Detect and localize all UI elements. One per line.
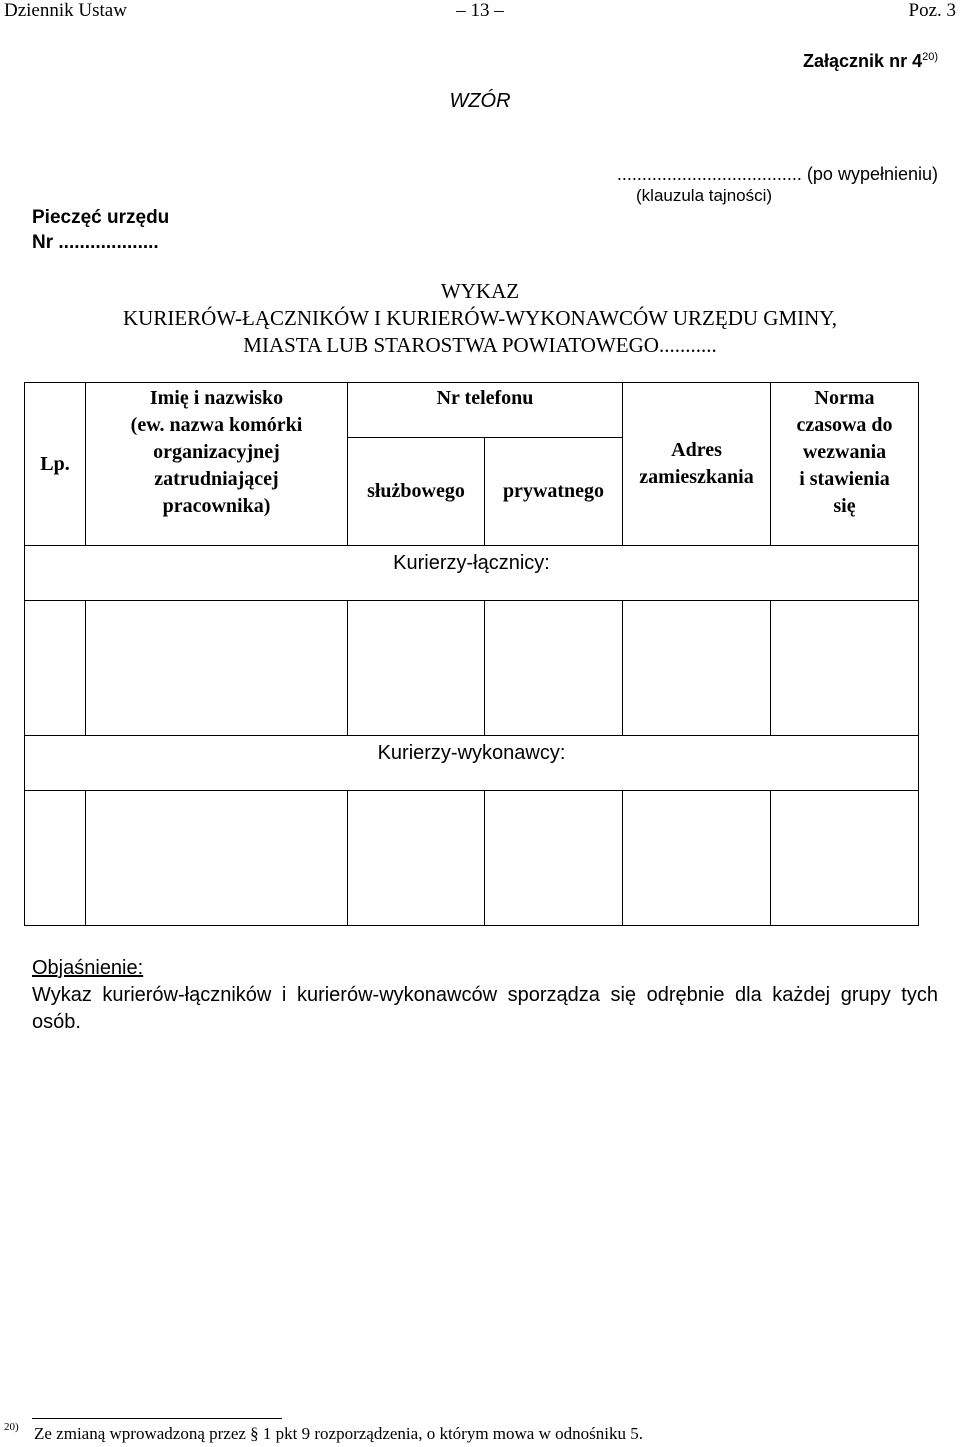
footnote-marker: 20) <box>4 1421 19 1433</box>
annex-label <box>803 46 938 72</box>
section-row <box>25 546 919 601</box>
header-phone-private: prywatnego <box>485 438 623 546</box>
annex-footnote-ref: 20) <box>922 51 938 63</box>
header-address-line: Adres <box>671 439 722 461</box>
header-norm-line: i stawienia <box>799 468 890 490</box>
header-name-line: organizacyjnej <box>153 441 280 463</box>
annex-text: Załącznik nr 4 <box>803 51 923 71</box>
header-norm-line: wezwania <box>802 441 887 463</box>
header-norm-line: Norma <box>814 387 875 409</box>
position-number: Poz. 3 <box>908 0 956 21</box>
cell-norm[interactable] <box>771 601 919 736</box>
header-name-line: zatrudniającej <box>154 468 279 490</box>
cell-lp[interactable] <box>25 791 86 926</box>
section-liaison-couriers: Kurierzy-łącznicy: <box>25 546 919 601</box>
table-header-row <box>25 383 919 438</box>
document-title-line2: KURIERÓW-ŁĄCZNIKÓW I KURIERÓW-WYKONAWCÓW URZĘDU GMINY, <box>123 306 837 330</box>
cell-phone-private[interactable] <box>485 791 623 926</box>
header-norm-line: się <box>833 495 856 517</box>
header-phone-work: służbowego <box>348 438 485 546</box>
journal-name: Dziennik Ustaw <box>4 0 127 21</box>
header-name-line: Imię i nazwisko <box>149 387 284 409</box>
office-stamp-number: Nr ................... <box>32 232 159 253</box>
office-stamp-label: Pieczęć urzędu <box>32 207 170 228</box>
table-row <box>25 791 919 926</box>
cell-norm[interactable] <box>771 791 919 926</box>
header-name-line: (ew. nazwa komórki <box>130 414 303 436</box>
document-title-line3: MIASTA LUB STAROSTWA POWIATOWEGO........... <box>243 333 717 357</box>
page-number: – 13 – <box>456 0 504 21</box>
footnote-separator <box>32 1418 282 1419</box>
cell-phone-work[interactable] <box>348 791 485 926</box>
header-name <box>86 383 348 546</box>
cell-phone-work[interactable] <box>348 601 485 736</box>
cell-address[interactable] <box>623 601 771 736</box>
section-executive-couriers: Kurierzy-wykonawcy: <box>25 736 919 791</box>
note-heading: Objaśnienie: <box>32 957 144 979</box>
document-title: WYKAZ <box>440 279 520 303</box>
cell-name[interactable] <box>86 601 348 736</box>
header-address <box>623 383 771 546</box>
header-norm <box>771 383 919 546</box>
template-label: WZÓR <box>449 90 511 112</box>
header-phone: Nr telefonu <box>348 383 623 438</box>
classification-caption: (klauzula tajności) <box>636 186 773 205</box>
section-row <box>25 736 919 791</box>
cell-lp[interactable] <box>25 601 86 736</box>
classification-line: ..................................... (po wypełnieniu) <box>616 164 938 184</box>
note-text: Wykaz kurierów-łączników i kurierów-wykonawców sporządza się odrębnie dla każdej grupy tych osób. <box>32 984 938 1033</box>
header-name-line: pracownika) <box>162 495 271 517</box>
cell-phone-private[interactable] <box>485 601 623 736</box>
header-norm-line: czasowa do <box>796 414 893 436</box>
cell-name[interactable] <box>86 791 348 926</box>
footnote-text: Ze zmianą wprowadzoną przez § 1 pkt 9 rozporządzenia, o którym mowa w odnośniku 5. <box>34 1424 643 1443</box>
header-address-line: zamieszkania <box>639 466 754 488</box>
header-lp: Lp. <box>25 383 86 546</box>
couriers-table <box>24 382 919 926</box>
cell-address[interactable] <box>623 791 771 926</box>
table-row <box>25 601 919 736</box>
